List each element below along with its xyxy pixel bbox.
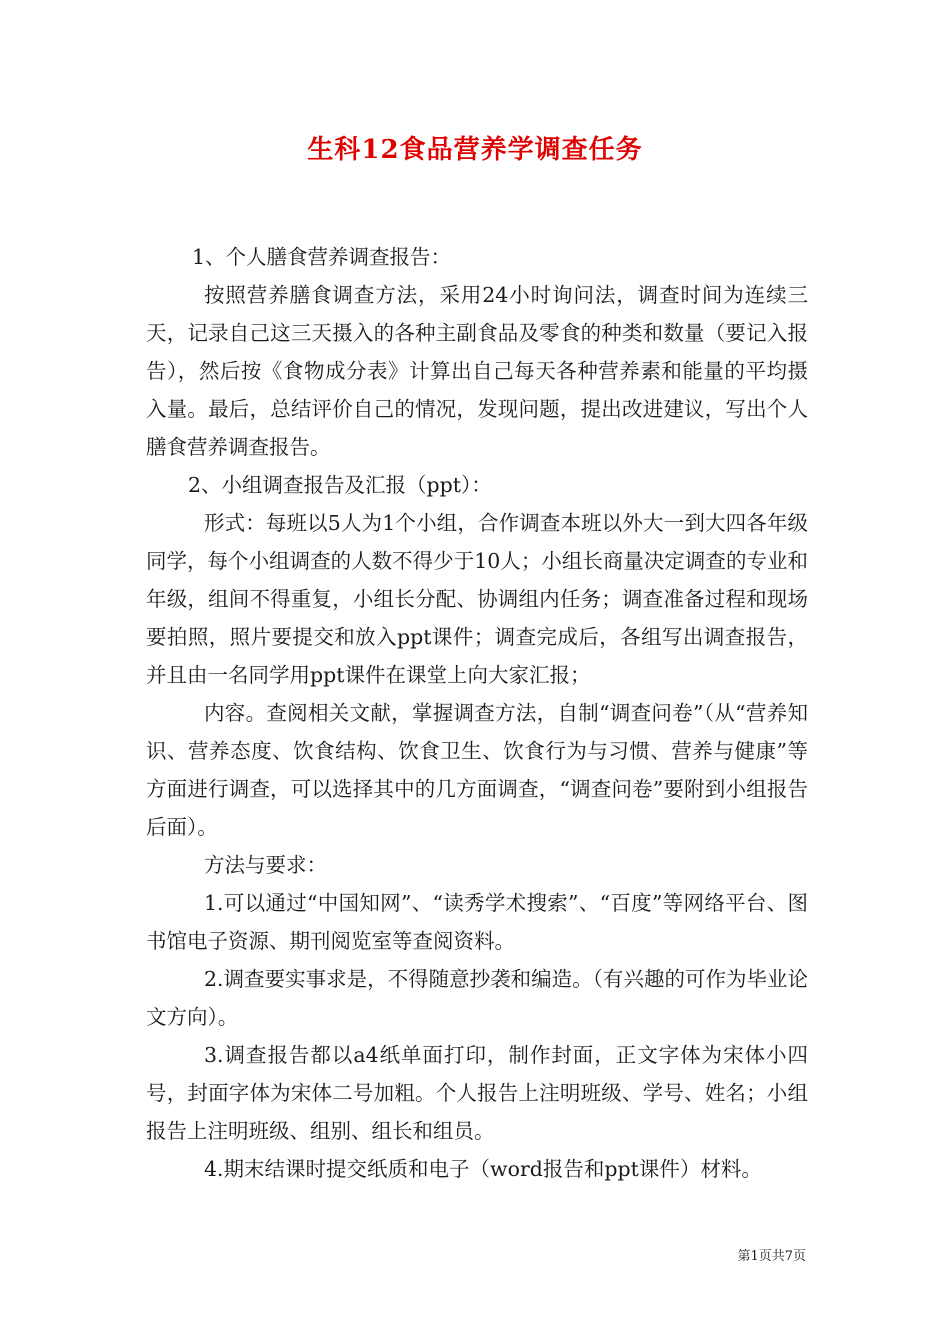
document-title: 生科12食品营养学调查任务 [307, 135, 643, 165]
requirement-item-4: 4.期末结课时提交纸质和电子（word报告和ppt课件）材料。 [204, 1157, 762, 1181]
requirement-item-2: 2.调查要实事求是，不得随意抄袭和编造。（有兴趣的可作为毕业论文方向）。 [146, 967, 808, 1029]
document-body [146, 238, 808, 1188]
section-heading-personal-survey: 1、个人膳食营养调查报告： [192, 245, 452, 269]
paragraph-group-content: 内容。查阅相关文献，掌握调查方法，自制“调查问卷”（从“营养知识、营养态度、饮食结构、饮食卫生、饮食行为与习惯、营养与健康”等方面进行调查，可以选择其中的几方面调查，“调查问卷”要附到小组报告后面）。 [146, 701, 808, 839]
page-number-footer: 第1页共7页 [737, 1249, 806, 1264]
requirement-item-3: 3.调查报告都以a4纸单面打印，制作封面，正文字体为宋体小四号，封面字体为宋体二号加粗。个人报告上注明班级、学号、姓名；小组报告上注明班级、组别、组长和组员。 [146, 1043, 808, 1143]
requirement-item-1: 1.可以通过“中国知网”、“读秀学术搜索”、“百度”等网络平台、图书馆电子资源、期刊阅览室等查阅资料。 [146, 891, 808, 953]
section-heading-methods-requirements: 方法与要求： [204, 853, 327, 877]
section-heading-group-survey: 2、小组调查报告及汇报（ppt）： [188, 473, 492, 497]
paragraph-group-format: 形式：每班以5人为1个小组，合作调查本班以外大一到大四各年级同学，每个小组调查的人数不得少于10人；小组长商量决定调查的专业和年级，组间不得重复，小组长分配、协调组内任务；调查准备过程和现场要拍照，照片要提交和放入ppt课件；调查完成后，各组写出调查报告，并且由一名同学用ppt课件在课堂上向大家汇报； [146, 511, 808, 687]
paragraph-personal-survey-method: 按照营养膳食调查方法，采用24小时询问法，调查时间为连续三天，记录自己这三天摄入的各种主副食品及零食的种类和数量（要记入报告），然后按《食物成分表》计算出自己每天各种营养素和能量的平均摄入量。最后，总结评价自己的情况，发现问题，提出改进建议，写出个人膳食营养调查报告。 [146, 283, 808, 459]
